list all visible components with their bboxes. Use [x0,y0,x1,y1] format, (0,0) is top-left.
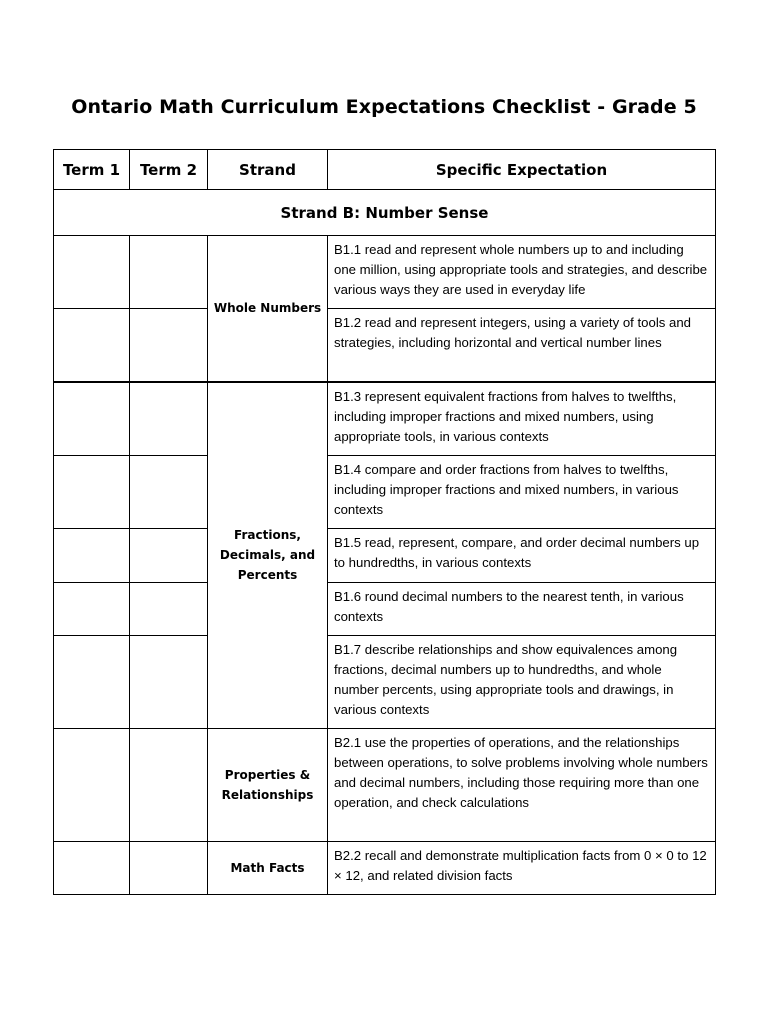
strand-math-facts: Math Facts [208,842,328,895]
term2-checkbox-cell[interactable] [130,842,208,895]
table-row [54,636,716,729]
term2-checkbox-cell[interactable] [130,382,208,456]
term2-checkbox-cell[interactable] [130,636,208,729]
table-row [54,842,716,895]
header-expectation: Specific Expectation [328,150,716,190]
term2-checkbox-cell[interactable] [130,529,208,583]
expectation-b1-5: B1.5 read, represent, compare, and order decimal numbers up to hundredths, in various contexts [328,529,716,583]
term1-checkbox-cell[interactable] [54,456,130,529]
term1-checkbox-cell[interactable] [54,382,130,456]
table-row [54,729,716,842]
term1-checkbox-cell[interactable] [54,842,130,895]
strand-properties: Properties & Relationships [208,729,328,842]
term2-checkbox-cell[interactable] [130,309,208,382]
header-term1: Term 1 [54,150,130,190]
expectation-b1-2: B1.2 read and represent integers, using a variety of tools and strategies, including horizontal and vertical number lines [328,309,716,382]
section-row [54,190,716,236]
term1-checkbox-cell[interactable] [54,309,130,382]
expectation-b1-1: B1.1 read and represent whole numbers up to and including one million, using appropriate tools and strategies, and describe various ways they are used in everyday life [328,236,716,309]
header-row [54,150,716,190]
table-row [54,583,716,636]
page-title: Ontario Math Curriculum Expectations Checklist - Grade 5 [71,96,697,118]
expectation-b2-1: B2.1 use the properties of operations, and the relationships between operations, to solve problems involving whole numbers and decimal numbers, including those requiring more than one operation, and check calculations [328,729,716,842]
table-row [54,236,716,309]
table-row [54,382,716,456]
header-strand: Strand [208,150,328,190]
term1-checkbox-cell[interactable] [54,636,130,729]
strand-fractions: Fractions, Decimals, and Percents [208,382,328,729]
expectation-b2-2: B2.2 recall and demonstrate multiplication facts from 0 × 0 to 12 × 12, and related division facts [328,842,716,895]
section-title: Strand B: Number Sense [54,190,716,236]
expectation-b1-6: B1.6 round decimal numbers to the nearest tenth, in various contexts [328,583,716,636]
term2-checkbox-cell[interactable] [130,236,208,309]
term2-checkbox-cell[interactable] [130,729,208,842]
table-row [54,456,716,529]
expectation-b1-3: B1.3 represent equivalent fractions from halves to twelfths, including improper fractions and mixed numbers, using appropriate tools, in various contexts [328,382,716,456]
term1-checkbox-cell[interactable] [54,236,130,309]
term1-checkbox-cell[interactable] [54,529,130,583]
table-row [54,529,716,583]
header-term2: Term 2 [130,150,208,190]
term2-checkbox-cell[interactable] [130,456,208,529]
term2-checkbox-cell[interactable] [130,583,208,636]
table-row [54,309,716,382]
strand-whole-numbers: Whole Numbers [208,236,328,382]
expectation-b1-4: B1.4 compare and order fractions from halves to twelfths, including improper fractions and mixed numbers, in various contexts [328,456,716,529]
term1-checkbox-cell[interactable] [54,583,130,636]
checklist-table [53,149,716,895]
expectation-b1-7: B1.7 describe relationships and show equivalences among fractions, decimal numbers up to hundredths, and whole number percents, using appropriate tools and drawings, in various contexts [328,636,716,729]
term1-checkbox-cell[interactable] [54,729,130,842]
